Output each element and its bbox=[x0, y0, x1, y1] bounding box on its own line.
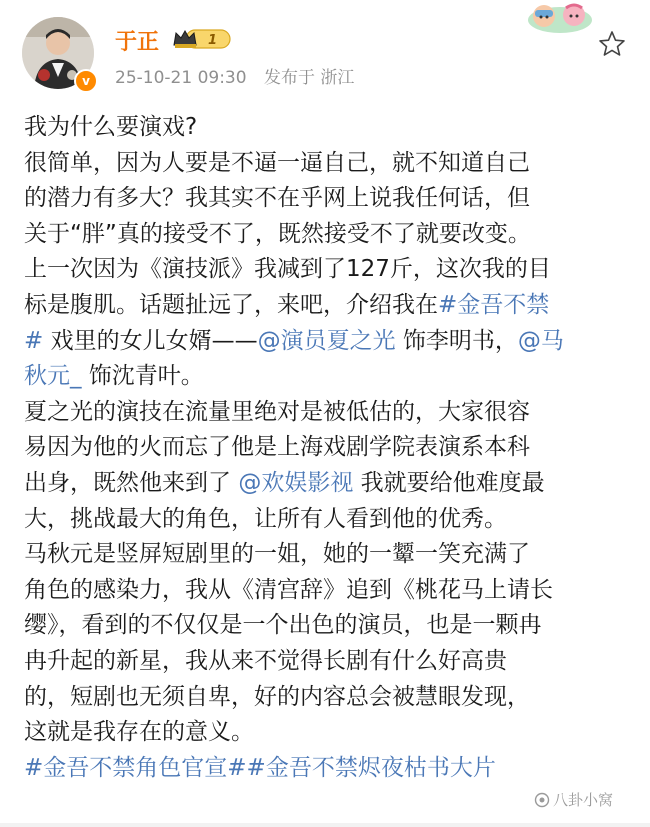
mention-link[interactable]: @欢娱影视 bbox=[238, 469, 354, 496]
body-line: 很简单，因为人要是不逼一逼自己，就不知道自己 bbox=[24, 149, 530, 176]
body-line bbox=[24, 324, 636, 360]
body-text: 标是腹肌。话题扯远了，来吧，介绍我在 bbox=[24, 291, 438, 318]
post-timestamp: 25-10-21 09:30 bbox=[115, 68, 247, 88]
topic-link[interactable]: #金吾不禁角色官宣# bbox=[24, 754, 247, 781]
level-crown-icon[interactable] bbox=[172, 27, 232, 51]
body-line: 角色的感染力，我从《清宫辞》追到《桃花马上请长 bbox=[24, 576, 553, 603]
verified-badge-icon: v bbox=[74, 69, 98, 93]
body-line: 马秋元是竖屏短剧里的一姐，她的一颦一笑充满了 bbox=[24, 541, 530, 568]
post-meta bbox=[115, 63, 366, 88]
post-body bbox=[24, 110, 636, 786]
body-line: 冉升起的新星，我从来不觉得长剧有什么好高贵 bbox=[24, 647, 507, 674]
body-text: 饰沈青叶。 bbox=[81, 363, 204, 390]
body-line: 大，挑战最大的角色，让所有人看到他的优秀。 bbox=[24, 505, 507, 532]
topic-link[interactable]: #金吾不禁烬夜枯书大片 bbox=[246, 754, 496, 781]
star-icon[interactable] bbox=[598, 30, 626, 58]
body-text: 饰李明书， bbox=[395, 327, 518, 354]
topic-link-end[interactable]: # bbox=[24, 327, 44, 354]
watermark bbox=[534, 789, 613, 810]
body-line: 的，短剧也无须自卑，好的内容总会被慧眼发现， bbox=[24, 683, 530, 710]
mention-link[interactable]: @演员夏之光 bbox=[257, 327, 396, 354]
watermark-icon bbox=[534, 792, 550, 808]
body-line: 缨》，看到的不仅仅是一个出色的演员，也是一颗冉 bbox=[24, 612, 542, 639]
body-line: 关于“胖”真的接受不了，既然接受不了就要改变。 bbox=[24, 220, 531, 247]
body-line bbox=[24, 288, 636, 324]
body-line: 这就是我存在的意义。 bbox=[24, 719, 254, 746]
author-name[interactable]: 于正 bbox=[115, 30, 160, 55]
post-header bbox=[0, 0, 650, 110]
body-line bbox=[24, 359, 636, 395]
divider bbox=[0, 823, 650, 827]
body-line: 上一次因为《演技派》我减到了127斤，这次我的目 bbox=[24, 256, 551, 283]
body-text: 戏里的女儿女婿—— bbox=[43, 327, 258, 354]
mention-link[interactable]: @马 bbox=[517, 327, 564, 354]
post-location: 发布于 浙江 bbox=[263, 68, 355, 88]
body-line bbox=[24, 466, 636, 502]
body-text: 出身，既然他来到了 bbox=[24, 469, 239, 496]
watermark-text: 八卦小窝 bbox=[553, 791, 614, 809]
body-line: 的潜力有多大？我其实不在乎网上说我任何话，但 bbox=[24, 185, 530, 212]
body-line: 夏之光的演技在流量里绝对是被低估的，大家很容 bbox=[24, 398, 530, 425]
mention-link[interactable]: 秋元_ bbox=[24, 363, 82, 390]
body-line: 易因为他的火而忘了他是上海戏剧学院表演系本科 bbox=[24, 434, 530, 461]
body-text: 我就要给他难度最 bbox=[353, 469, 545, 496]
body-line: 我为什么要演戏? bbox=[24, 114, 198, 140]
body-line bbox=[24, 751, 636, 787]
sticker-icon bbox=[526, 0, 594, 34]
level-number: 1 bbox=[208, 33, 218, 48]
topic-link[interactable]: #金吾不禁 bbox=[438, 291, 550, 318]
